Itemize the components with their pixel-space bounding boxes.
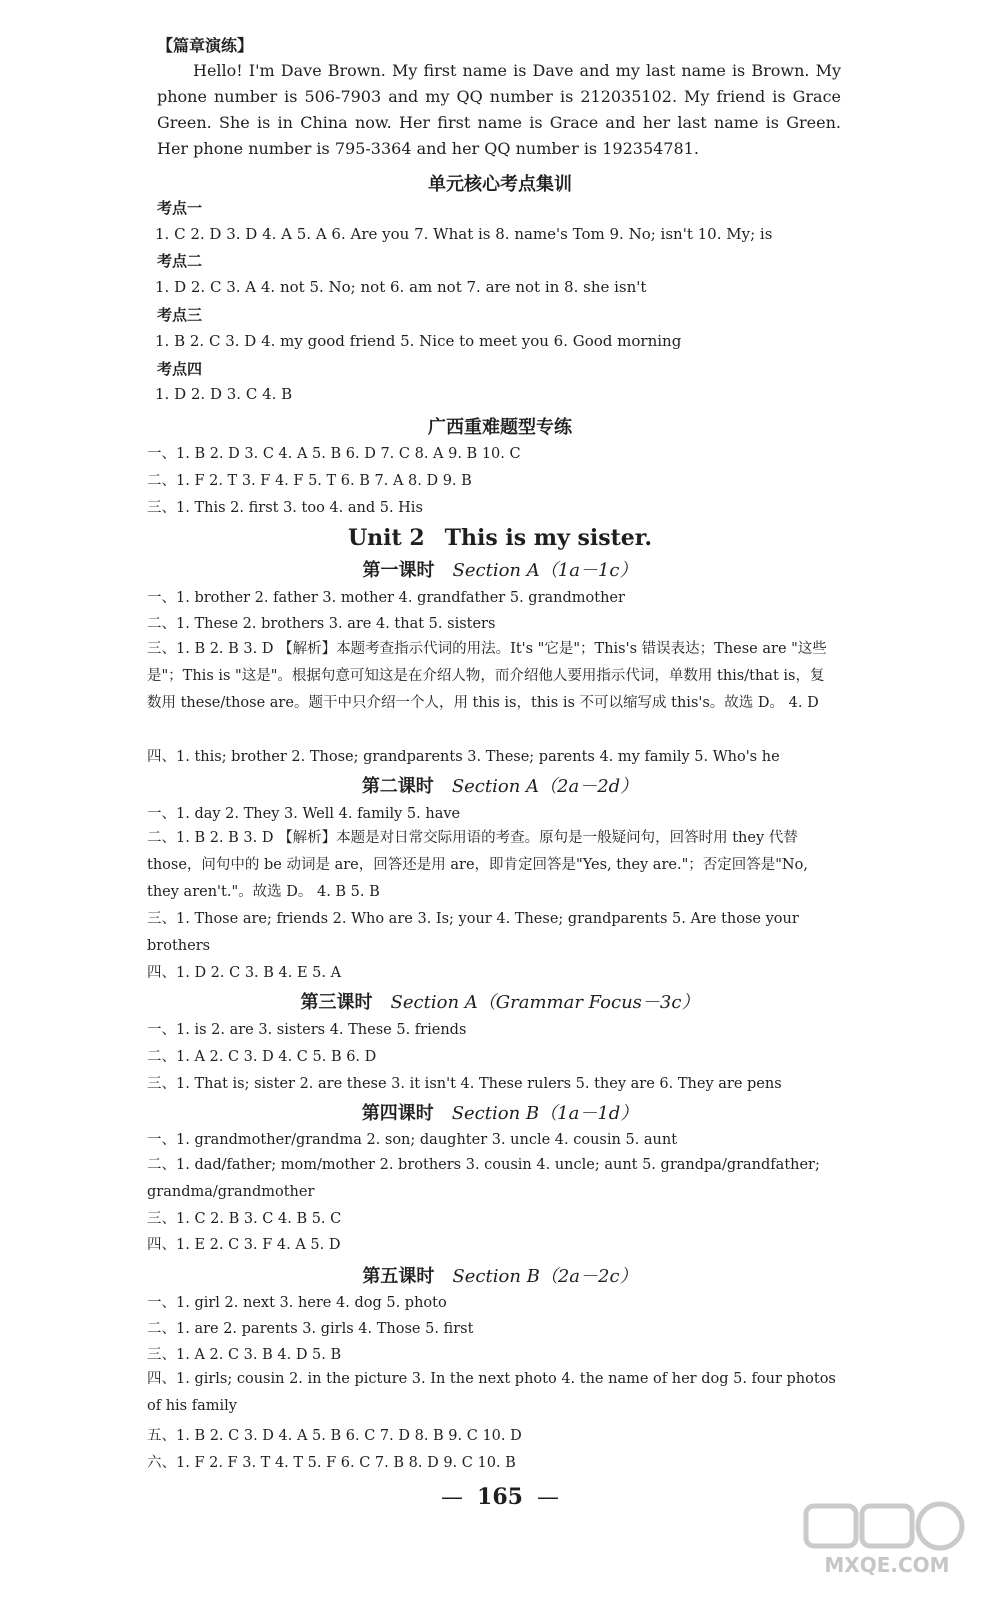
unit-number: Unit 2 (347, 525, 425, 551)
lesson-2-row-1: 一、1. day 2. They 3. Well 4. family 5. have (147, 806, 461, 822)
page-number-value: 165 (477, 1484, 523, 1510)
watermark-text: MXQE.COM (824, 1553, 950, 1577)
lesson-5-row-5: 五、1. B 2. C 3. D 4. A 5. B 6. C 7. D 8. B 9. C 10. D (147, 1428, 522, 1444)
lesson-5-section: Section B（2a－2c） (452, 1266, 638, 1287)
section-tag: 【篇章演练】 (157, 36, 254, 55)
lesson-1-row-1: 一、1. brother 2. father 3. mother 4. grandfather 5. grandmother (147, 590, 625, 606)
lesson-2-label: 第二课时 (361, 776, 434, 797)
kaodian-3-answers: 1. B 2. C 3. D 4. my good friend 5. Nice to meet you 6. Good morning (155, 332, 682, 350)
kaodian-1-answers: 1. C 2. D 3. D 4. A 5. A 6. Are you 7. What is 8. name's Tom 9. No; isn't 10. My; is (155, 225, 773, 243)
lesson-3-row-1: 一、1. is 2. are 3. sisters 4. These 5. friends (147, 1022, 467, 1038)
lesson-4-row-1: 一、1. grandmother/grandma 2. son; daughter 3. uncle 4. cousin 5. aunt (147, 1132, 678, 1148)
lesson-4-label: 第四课时 (361, 1103, 434, 1124)
lesson-4-section: Section B（1a－1d） (451, 1103, 639, 1124)
lesson-5-heading (0, 1262, 1000, 1288)
lesson-2-section: Section A（2a－2d） (451, 776, 639, 797)
lesson-5-label: 第五课时 (362, 1266, 435, 1287)
guangxi-row-1: 一、1. B 2. D 3. C 4. A 5. B 6. D 7. C 8. A 9. B 10. C (147, 446, 521, 462)
lesson-4-row-2: 二、1. dad/father; mom/mother 2. brothers 3. cousin 4. uncle; aunt 5. grandpa/grandfather; grandma/grandmother (147, 1157, 820, 1200)
watermark-logo-icon (802, 1500, 972, 1580)
lesson-3-row-3: 三、1. That is; sister 2. are these 3. it isn't 4. These rulers 5. they are 6. They are pens (147, 1076, 782, 1092)
lesson-2-row-3: 三、1. Those are; friends 2. Who are 3. Is; your 4. These; grandparents 5. Are those your brothers (147, 911, 799, 954)
lesson-1-row-3: 三、1. B 2. B 3. D 【解析】本题考查指示代词的用法。It's "它是"；This's 错误表达；These are "这些是"；This is "这是"。根据句意可知这是在介绍人物，而介绍他人要用指示代词，单数用 this/that is，复数用 these/those are。题干中只介绍一个人，用 this is，this is 不可以缩写成 this's。故选 D。 4. D (147, 641, 827, 711)
lesson-5-row-2: 二、1. are 2. parents 3. girls 4. Those 5. first (147, 1321, 474, 1337)
lesson-5-row-3: 三、1. A 2. C 3. B 4. D 5. B (147, 1347, 342, 1363)
kaodian-3-heading: 考点三 (157, 306, 203, 324)
lesson-2-row-2: 二、1. B 2. B 3. D 【解析】本题是对日常交际用语的考查。原句是一般疑问句，回答时用 they 代替 those，问句中的 be 动词是 are，回答还是用 are，即肯定回答是"Yes, they are."；否定回答是"No, they aren't."。故选 D。 4. B 5. B (147, 830, 808, 900)
watermark-logo (802, 1500, 972, 1580)
kaodian-1-heading: 考点一 (157, 199, 203, 217)
kaodian-2-answers: 1. D 2. C 3. A 4. not 5. No; not 6. am not 7. are not in 8. she isn't (155, 278, 647, 296)
unit-name: This is my sister. (444, 525, 653, 551)
core-title: 单元核心考点集训 (428, 174, 572, 195)
lesson-3-heading (0, 988, 1000, 1014)
lesson-1-heading (0, 556, 1000, 582)
page-dash-left: — (441, 1485, 464, 1510)
lesson-1-section: Section A（1a－1c） (452, 560, 638, 581)
lesson-1-row-4: 四、1. this; brother 2. Those; grandparents 3. These; parents 4. my family 5. Who's he (147, 749, 780, 765)
kaodian-4-answers: 1. D 2. D 3. C 4. B (155, 385, 293, 403)
reading-paragraph: Hello! I'm Dave Brown. My first name is Dave and my last name is Brown. My phone number is 506-7903 and my QQ number is 212035102. My friend is Grace Green. She is in China now. Her first name is Grace and her last name is Green. Her phone number is 795-3364 and her QQ number is 192354781. (157, 61, 841, 158)
lesson-3-row-2: 二、1. A 2. C 3. D 4. C 5. B 6. D (147, 1049, 377, 1065)
lesson-2-row-4: 四、1. D 2. C 3. B 4. E 5. A (147, 965, 342, 981)
lesson-3-section: Section A（Grammar Focus－3c） (390, 992, 700, 1013)
lesson-5-row-4: 四、1. girls; cousin 2. in the picture 3. In the next photo 4. the name of her dog 5. four photos of his family (147, 1371, 836, 1414)
unit-title (0, 525, 1000, 551)
guangxi-row-2: 二、1. F 2. T 3. F 4. F 5. T 6. B 7. A 8. D 9. B (147, 473, 472, 489)
guangxi-title: 广西重难题型专练 (428, 417, 572, 438)
lesson-5-row-6: 六、1. F 2. F 3. T 4. T 5. F 6. C 7. B 8. D 9. C 10. B (147, 1455, 516, 1471)
lesson-3-label: 第三课时 (300, 992, 373, 1013)
lesson-1-label: 第一课时 (362, 560, 435, 581)
lesson-4-row-4: 四、1. E 2. C 3. F 4. A 5. D (147, 1237, 341, 1253)
page-dash-right: — (536, 1485, 559, 1510)
lesson-1-row-2: 二、1. These 2. brothers 3. are 4. that 5. sisters (147, 616, 496, 632)
guangxi-row-3: 三、1. This 2. first 3. too 4. and 5. His (147, 500, 423, 516)
lesson-4-heading (0, 1099, 1000, 1125)
kaodian-2-heading: 考点二 (157, 252, 203, 270)
kaodian-4-heading: 考点四 (157, 360, 203, 378)
lesson-4-row-3: 三、1. C 2. B 3. C 4. B 5. C (147, 1211, 342, 1227)
lesson-2-heading (0, 772, 1000, 798)
lesson-5-row-1: 一、1. girl 2. next 3. here 4. dog 5. photo (147, 1295, 447, 1311)
